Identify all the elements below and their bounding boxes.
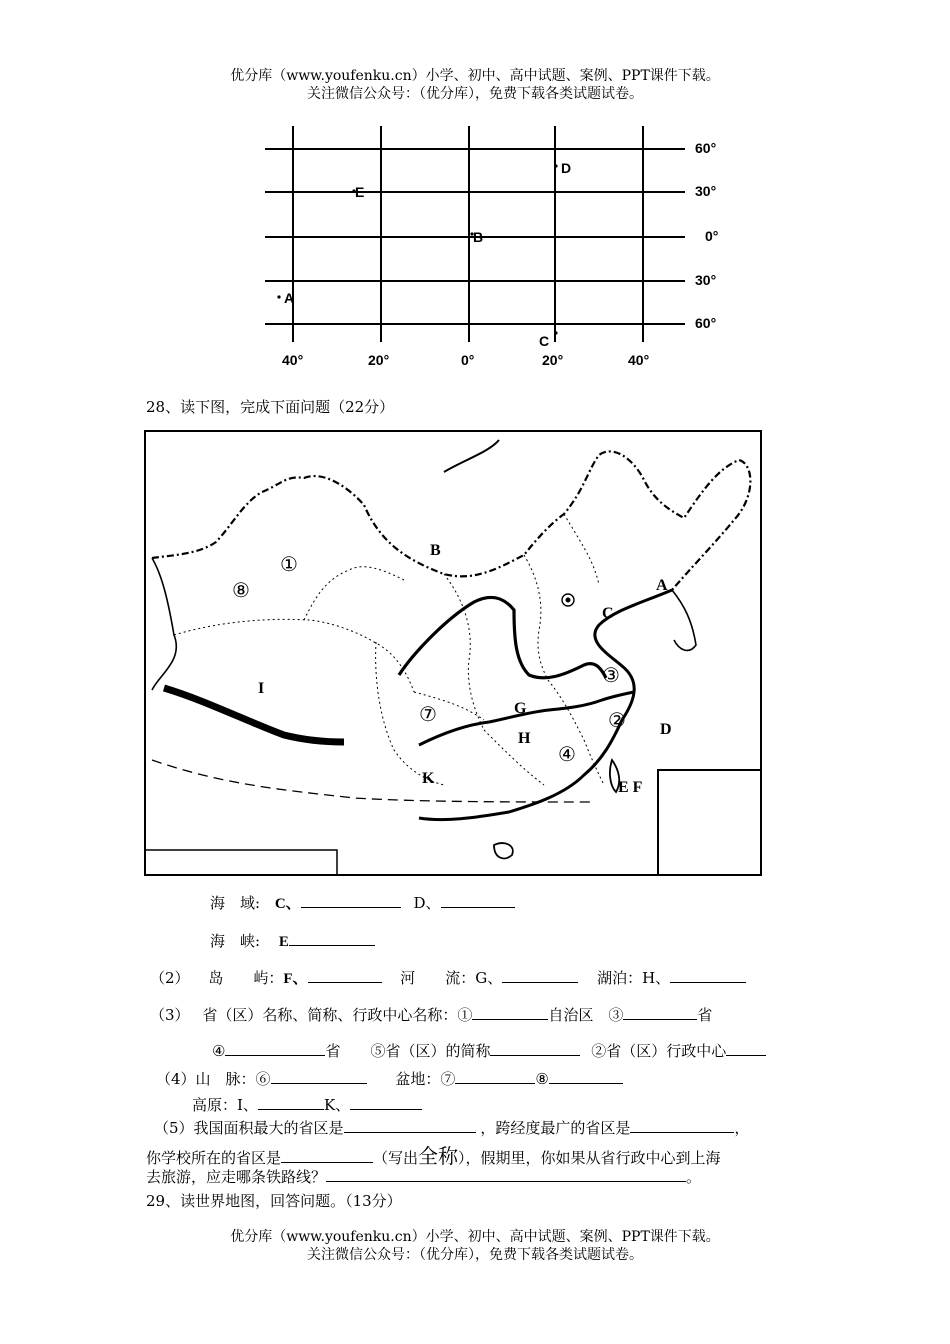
part5-text3: 去旅游，应走哪条铁路线？ [146, 1168, 327, 1186]
map-label-circle-7: ⑦ [419, 702, 437, 726]
china-map-figure [144, 430, 762, 876]
basin-7-blank[interactable] [455, 1069, 535, 1084]
lat-label-0: 0° [705, 228, 719, 244]
basin-8-blank[interactable] [549, 1069, 623, 1084]
part3-text1c: 省 [697, 1006, 713, 1024]
basin-8-prefix: ⑧ [535, 1070, 549, 1088]
part5-text2b: （写出 [373, 1149, 419, 1167]
basin-label: 盆地：⑦ [395, 1070, 456, 1088]
sea-d-prefix: D、 [413, 894, 441, 912]
railway-blank[interactable] [326, 1167, 686, 1182]
part5-text1b: ，跨经度最广的省区是 [480, 1119, 631, 1137]
q28-part5-line3 [146, 1166, 701, 1187]
part5-text3b: 。 [686, 1168, 702, 1186]
river-g-blank[interactable] [502, 968, 578, 983]
island-f-blank[interactable] [308, 968, 382, 983]
point-c-label: C [539, 333, 550, 349]
part5-text2: 你学校所在的省区是 [146, 1149, 282, 1167]
part3-text2a: ④ [212, 1042, 226, 1060]
sea-area-line [210, 892, 515, 913]
q28-part3-line1 [150, 1004, 712, 1025]
part3-text1b: 自治区 ③ [548, 1006, 624, 1024]
province-4-blank[interactable] [225, 1041, 325, 1056]
part5-number: （5） [154, 1119, 194, 1137]
lon-label-0: 0° [461, 352, 475, 368]
q28-part4-line2 [192, 1094, 422, 1115]
point-a-label: A [284, 290, 295, 306]
plateau-i-blank[interactable] [258, 1095, 324, 1110]
part5-text1c: ， [734, 1119, 750, 1137]
q28-part5-line2 [146, 1140, 721, 1169]
map-label-circle-2: ② [608, 708, 626, 732]
q28-title: 28、读下图，完成下面问题（22分） [146, 398, 395, 416]
lat-label-30n: 30° [695, 183, 717, 199]
map-label-h: H [518, 730, 531, 747]
q28-part4-line1 [156, 1068, 623, 1089]
sea-c-prefix: C、 [274, 896, 301, 912]
lat-label-30s: 30° [695, 272, 717, 288]
map-label-c: C [602, 605, 614, 622]
widest-province-blank[interactable] [630, 1118, 734, 1133]
map-label-circle-1: ① [280, 552, 298, 576]
lon-label-40w: 40° [282, 352, 304, 368]
part2-number: （2） [150, 969, 190, 987]
province-3-blank[interactable] [623, 1005, 697, 1020]
lat-label-60s: 60° [695, 315, 717, 331]
province-5-abbr-blank[interactable] [490, 1041, 580, 1056]
map-label-circle-3: ③ [602, 663, 620, 687]
largest-province-blank[interactable] [344, 1118, 476, 1133]
plateau-k-prefix: K、 [323, 1096, 351, 1114]
lake-label: 湖泊：H、 [597, 969, 671, 987]
map-label-b: B [430, 542, 441, 559]
plateau-label: 高原：I、 [192, 1096, 258, 1114]
part4-number: （4） [156, 1070, 196, 1088]
lon-label-20w: 20° [368, 352, 390, 368]
sea-area-label: 海 域: [210, 894, 261, 912]
map-label-ef: E F [618, 779, 643, 796]
part5-text2c: ），假期里，你如果从省行政中心到上海 [458, 1149, 721, 1167]
strait-label: 海 峡: [210, 932, 261, 950]
china-map-drawing [144, 430, 762, 876]
map-label-k: K [422, 770, 435, 787]
sea-d-blank[interactable] [441, 893, 515, 908]
province-2-capital-blank[interactable] [726, 1041, 766, 1056]
map-label-a: A [656, 577, 668, 594]
header-line-2: 关注微信公众号：（优分库），免费下载各类试题试卷。 [307, 86, 643, 102]
school-province-blank[interactable] [281, 1148, 373, 1163]
strait-line [210, 930, 375, 951]
map-label-circle-4: ④ [558, 742, 576, 766]
header-line-1: 优分库（www.youfenku.cn）小学、初中、高中试题、案例、PPT课件下载。 [230, 68, 720, 84]
lon-label-40e: 40° [628, 352, 650, 368]
map-label-g: G [514, 700, 527, 717]
point-b-label: B [473, 229, 484, 245]
lake-h-blank[interactable] [670, 968, 746, 983]
strait-e-prefix: E [278, 934, 289, 950]
footer-line-1: 优分库（www.youfenku.cn）小学、初中、高中试题、案例、PPT课件下载。 [230, 1229, 720, 1245]
lon-label-20e: 20° [542, 352, 564, 368]
map-label-i: I [258, 680, 265, 697]
mountain-6-blank[interactable] [271, 1069, 367, 1084]
q29-title: 29、读世界地图，回答问题。（13分） [146, 1192, 402, 1210]
lat-label-60n: 60° [695, 140, 717, 156]
part3-text2c: ②省（区）行政中心 [591, 1042, 727, 1060]
plateau-k-blank[interactable] [350, 1095, 422, 1110]
river-label: 河 流：G、 [400, 969, 503, 987]
q28-part3-line2 [212, 1040, 766, 1061]
part3-text2b: 省 ⑤省（区）的简称 [325, 1042, 491, 1060]
q28-part5-line1 [154, 1117, 749, 1138]
grid-lines [255, 122, 725, 372]
sea-c-blank[interactable] [301, 893, 401, 908]
island-f-prefix: F、 [283, 971, 308, 987]
q28-part2 [150, 967, 746, 988]
footer-line-2: 关注微信公众号：（优分库），免费下载各类试题试卷。 [307, 1247, 643, 1263]
island-label: 岛 屿： [208, 969, 284, 987]
map-label-circle-8: ⑧ [232, 578, 250, 602]
province-1-blank[interactable] [472, 1005, 548, 1020]
mountain-label: 山 脉：⑥ [195, 1070, 271, 1088]
part5-text1: 我国面积最大的省区是 [193, 1119, 344, 1137]
part3-text1: 省（区）名称、简称、行政中心名称：① [202, 1006, 473, 1024]
part5-text2-big: 全称 [418, 1144, 459, 1168]
strait-e-blank[interactable] [289, 931, 375, 946]
part3-number: （3） [150, 1006, 190, 1024]
lat-lon-grid-figure [255, 122, 725, 372]
point-e-label: E [355, 184, 365, 200]
map-label-d: D [660, 721, 672, 738]
point-d-label: D [561, 160, 572, 176]
